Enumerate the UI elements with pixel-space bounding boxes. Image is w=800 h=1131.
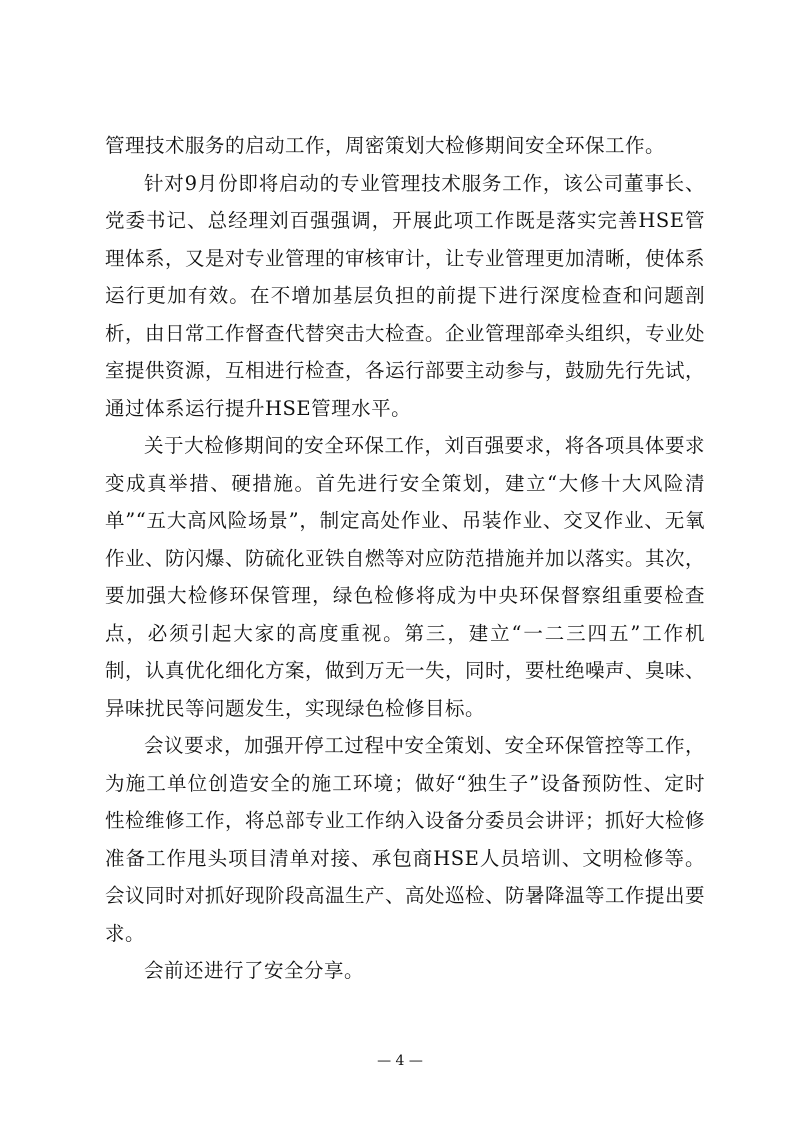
page-number: — 4 — [377, 1053, 423, 1069]
paragraph-overhaul-safety: 关于大检修期间的安全环保工作，刘百强要求，将各项具体要求变成真举措、硬措施。首先进行安全策划，建立“大修十大风险清单”“五大高风险场景”，制定高处作业、吊装作业、交叉作业、无氧作业、防闪爆、防硫化亚铁自燃等对应防范措施并加以落实。其次，要加强大检修环保管理，绿色检修将成为中央环保督察组重要检查点，必须引起大家的高度重视。第三，建立“一二三四五”工作机制，认真优化细化方案，做到万无一失，同时，要杜绝噪声、臭味、异味扰民等问题发生，实现绿色检修目标。 [105, 434, 706, 720]
paragraph-management-services: 针对9月份即将启动的专业管理技术服务工作，该公司董事长、党委书记、总经理刘百强强调，开展此项工作既是落实完善HSE管理体系，又是对专业管理的审核审计，让专业管理更加清晰，使体系运行更加有效。在不增加基层负担的前提下进行深度检查和问题剖析，由日常工作督查代替突击大检查。企业管理部牵头组织，专业处室提供资源，互相进行检查，各运行部要主动参与，鼓励先行先试，通过体系运行提升HSE管理水平。 [105, 171, 706, 420]
paragraph-continuation: 管理技术服务的启动工作，周密策划大检修期间安全环保工作。 [105, 134, 666, 157]
paragraph-meeting-requirements: 会议要求，加强开停工过程中安全策划、安全环保管控等工作，为施工单位创造安全的施工环境；做好“独生子”设备预防性、定时性检维修工作，将总部专业工作纳入设备分委员会讲评；抓好大检修准备工作甩头项目清单对接、承包商HSE人员培训、文明检修等。会议同时对抓好现阶段高温生产、高处巡检、防暑降温等工作提出要求。 [105, 734, 706, 945]
document-body [105, 127, 705, 990]
paragraph-safety-sharing: 会前还进行了安全分享。 [144, 959, 365, 982]
